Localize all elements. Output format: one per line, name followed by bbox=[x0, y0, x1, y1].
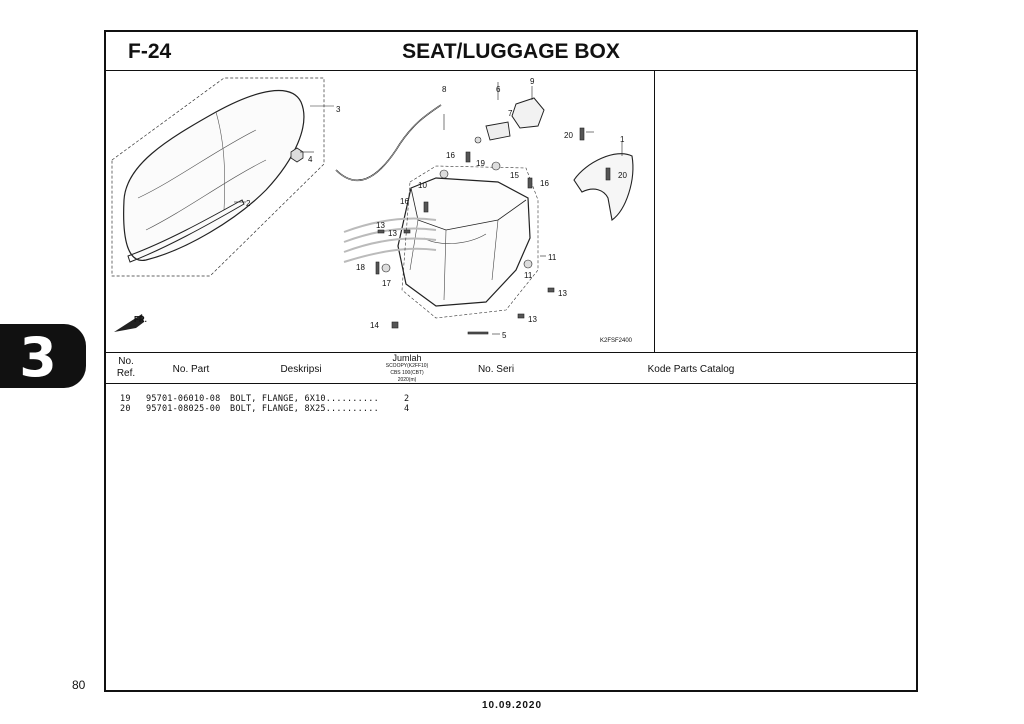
row-ref: 20 bbox=[120, 404, 131, 414]
header-catalog: Kode Parts Catalog bbox=[647, 364, 735, 375]
callout: 13 bbox=[528, 315, 537, 324]
callout: 8 bbox=[442, 85, 447, 94]
row-description: BOLT, FLANGE, 8X25.......... bbox=[230, 404, 379, 414]
figure-title: SEAT/LUGGAGE BOX bbox=[402, 40, 620, 63]
title-bar bbox=[106, 32, 916, 71]
table-row bbox=[106, 394, 916, 404]
callout: 2 bbox=[246, 199, 251, 208]
header-qty-model: SCOOPY(K2FF10) bbox=[385, 363, 429, 369]
callout: 3 bbox=[336, 105, 341, 114]
clip-13a-drawing bbox=[378, 230, 384, 233]
bolt-16a-drawing bbox=[466, 152, 470, 162]
callout: 9 bbox=[530, 77, 535, 86]
grommet-11-drawing bbox=[524, 260, 532, 268]
section-number: 3 bbox=[19, 326, 57, 389]
collar-15-drawing bbox=[492, 162, 500, 170]
row-description: BOLT, FLANGE, 6X10.......... bbox=[230, 394, 379, 404]
header-qty-type: CBS 100(CBT) bbox=[390, 370, 424, 376]
front-marker-label: FR. bbox=[134, 315, 147, 324]
header-qty-year: 2020(m) bbox=[397, 377, 417, 383]
nut-17-drawing bbox=[382, 264, 390, 272]
callout: 18 bbox=[356, 263, 365, 272]
bolt-18-drawing bbox=[376, 262, 379, 274]
callout: 16 bbox=[400, 197, 409, 206]
row-part-no: 95701-08025-00 bbox=[146, 404, 221, 414]
callout: 10 bbox=[418, 181, 427, 190]
figure-code: F-24 bbox=[128, 40, 172, 63]
section-tab bbox=[0, 324, 86, 388]
bolt-16c-drawing bbox=[424, 202, 428, 212]
row-qty: 4 bbox=[404, 404, 410, 414]
callout: 11 bbox=[548, 253, 557, 262]
diagram-code: K2FSF2400 bbox=[600, 338, 633, 344]
callout: 17 bbox=[382, 279, 391, 288]
header-serial: No. Seri bbox=[477, 364, 515, 375]
callout: 13 bbox=[376, 221, 385, 230]
callout: 19 bbox=[476, 159, 485, 168]
bolt-20b-drawing bbox=[606, 168, 610, 180]
callout: 13 bbox=[388, 229, 397, 238]
callout: 11 bbox=[524, 271, 533, 280]
row-ref: 19 bbox=[120, 394, 131, 404]
table-row bbox=[106, 404, 916, 414]
callout: 16 bbox=[540, 179, 549, 188]
header-qty: Jumlah bbox=[392, 353, 422, 363]
page-number: 80 bbox=[72, 678, 86, 692]
clip-13d-drawing bbox=[518, 314, 524, 318]
header-part-no: No. Part bbox=[172, 364, 210, 375]
parts-table-body bbox=[106, 394, 916, 414]
exploded-diagram bbox=[106, 70, 655, 352]
parts-page-frame bbox=[104, 30, 918, 692]
seat-lock-drawing bbox=[512, 98, 544, 128]
callout: 5 bbox=[502, 331, 507, 340]
rear-grip-drawing bbox=[574, 154, 633, 220]
header-ref: No. Ref. bbox=[116, 356, 136, 379]
footer-date: 10.09.2020 bbox=[481, 700, 543, 711]
seat-drawing bbox=[124, 91, 304, 261]
row-part-no: 95701-06010-08 bbox=[146, 394, 221, 404]
callout: 6 bbox=[496, 85, 501, 94]
header-description: Deskripsi bbox=[280, 364, 322, 375]
row-qty: 2 bbox=[404, 394, 410, 404]
bolt-16b-drawing bbox=[528, 178, 532, 188]
bolt-14-drawing bbox=[392, 322, 398, 328]
callout: 14 bbox=[370, 321, 379, 330]
diagram-svg bbox=[106, 70, 652, 352]
callout: 15 bbox=[510, 171, 519, 180]
parts-table-header bbox=[106, 352, 916, 384]
bolt-19-drawing bbox=[475, 137, 481, 143]
rod-5-drawing bbox=[468, 332, 488, 334]
nut-10-drawing bbox=[440, 170, 448, 178]
hook-drawing bbox=[486, 122, 510, 140]
callout: 1 bbox=[620, 135, 625, 144]
bolt-20a-drawing bbox=[580, 128, 584, 140]
callout: 4 bbox=[308, 155, 313, 164]
callout: 20 bbox=[564, 131, 573, 140]
callout: 20 bbox=[618, 171, 627, 180]
callout: 13 bbox=[558, 289, 567, 298]
clip-13c-drawing bbox=[548, 288, 554, 292]
callout: 7 bbox=[508, 109, 513, 118]
clip-13b-drawing bbox=[404, 230, 410, 233]
callout: 16 bbox=[446, 151, 455, 160]
